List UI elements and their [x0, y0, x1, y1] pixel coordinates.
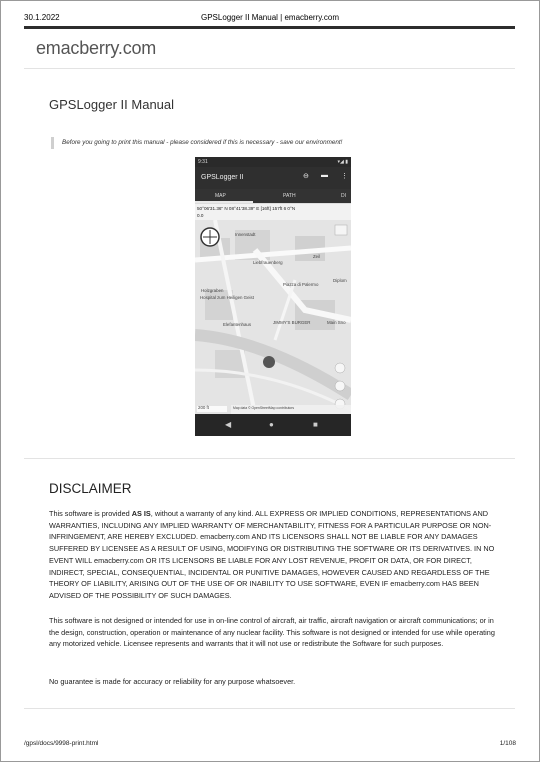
print-date: 30.1.2022	[24, 13, 60, 22]
disclaimer-text: This software is provided	[49, 509, 132, 518]
map-label: Holzgraben	[201, 288, 224, 293]
page-title: GPSLogger II Manual	[49, 97, 175, 112]
disclaimer-text: , without a warranty of any kind. ALL EXPRESS OR IMPLIED CONDITIONS, REPRESENTATIONS AND WARRANTIES, INCLUDING ANY IMPLIED WARRANTY OF MERCHANTABILITY, FITNESS FOR A PARTICULAR PURPOSE OR NON-INFRINGEMENT, ARE HEREBY EXCLUDED. emacberry.com AND ITS LICENSORS SHALL NOT BE LIABLE FOR ANY DAMAGES SUFFERED BY LICENSEE AS A RESULT OF USING, MODIFYING OR DISTRIBUTING THE SOFTWARE OR ITS DERIVATIVES. IN NO EVENT WILL emacberry.com OR ITS LICENSORS BE LIABLE FOR ANY LOST REVENUE, PROFIT OR DATA, OR FOR DIRECT, INDIRECT, SPECIAL, CONSEQUENTIAL, INCIDENTAL OR PUNITIVE DAMAGES, HOWEVER CAUSED AND REGARDLESS OF THE THEORY OF LIABILITY, ARISING OUT OF THE USE OF OR INABILITY TO USE SOFTWARE, EVEN IF emacberry.com HAS BEEN ADVISED OF THE POSSIBILITY OF SUCH DAMAGES.	[49, 509, 495, 600]
tab-map: MAP	[215, 193, 226, 199]
map-attribution: Map data © OpenStreetMap contributors	[233, 406, 295, 410]
record-icon: ⊖	[303, 173, 309, 180]
tab-indicator	[195, 201, 253, 203]
status-bar	[195, 157, 351, 167]
header-rule	[24, 26, 515, 29]
map-view	[195, 220, 351, 414]
print-header-title: GPSLogger II Manual | emacberry.com	[201, 13, 339, 22]
as-is-emphasis: AS IS	[131, 509, 151, 518]
coordinate-readout	[195, 204, 351, 220]
folder-icon: ▬	[321, 172, 328, 179]
home-icon: ●	[269, 420, 274, 429]
map-graphic	[195, 220, 351, 414]
tab-path: PATH	[283, 193, 296, 199]
map-label: JIMMY'S BURGER	[273, 320, 311, 325]
usage-restriction-paragraph: This software is not designed or intended for use in on-line control of aircraft, air traffic, aircraft navigation or aircraft communications; or in the design, construction, operation or maintenance of any nuclear facility. This software is not designed or intended for use while operating any motorized vehicle. Licensee represents and warrants that it will not use or redistribute the Software for such purposes.	[49, 616, 495, 649]
app-screenshot	[195, 157, 351, 436]
disclaimer-heading: DISCLAIMER	[49, 481, 132, 496]
tab-di: DI	[341, 193, 346, 199]
no-guarantee-paragraph: No guarantee is made for accuracy or reliability for any purpose whatsoever.	[49, 677, 296, 686]
coordinate-line: 50°06'31.36" N 08°41'38.39" E [16ft] 157ft 6 0°N	[197, 206, 296, 211]
recents-icon: ■	[313, 420, 318, 429]
map-label: Liebfrauenberg	[253, 260, 283, 265]
speed-line: 0.0	[197, 213, 204, 218]
more-icon: ⋮	[341, 173, 348, 180]
status-time: 9:31	[198, 159, 208, 165]
map-label: Main Sno	[327, 320, 346, 325]
map-label: Diplom	[333, 278, 347, 283]
divider	[24, 708, 515, 709]
android-nav-bar	[195, 414, 351, 436]
footer-url: /gpsl/docs/9998-print.html	[24, 740, 99, 747]
map-label: Zeil	[313, 254, 321, 259]
map-scale: 200 ft	[198, 405, 209, 410]
map-label: Elefantenhaus	[223, 322, 252, 327]
site-logo-link[interactable]: emacberry.com	[36, 38, 157, 58]
app-title: GPSLogger II	[201, 174, 244, 181]
page-number: 1/108	[499, 740, 516, 747]
status-icons: ▾◢ ▮	[337, 159, 348, 165]
map-label: Innenstadt	[235, 232, 256, 237]
disclaimer-paragraph	[49, 508, 497, 602]
map-label: Hospital zum Heiligen Geist	[200, 295, 254, 300]
divider	[24, 458, 515, 459]
map-label: Piazza di Palermo	[283, 282, 319, 287]
app-bar	[195, 167, 351, 189]
divider	[24, 68, 515, 69]
back-icon: ◀	[225, 420, 232, 429]
print-note: Before you going to print this manual - please considered if this is necessary - save our environment!	[51, 137, 342, 149]
